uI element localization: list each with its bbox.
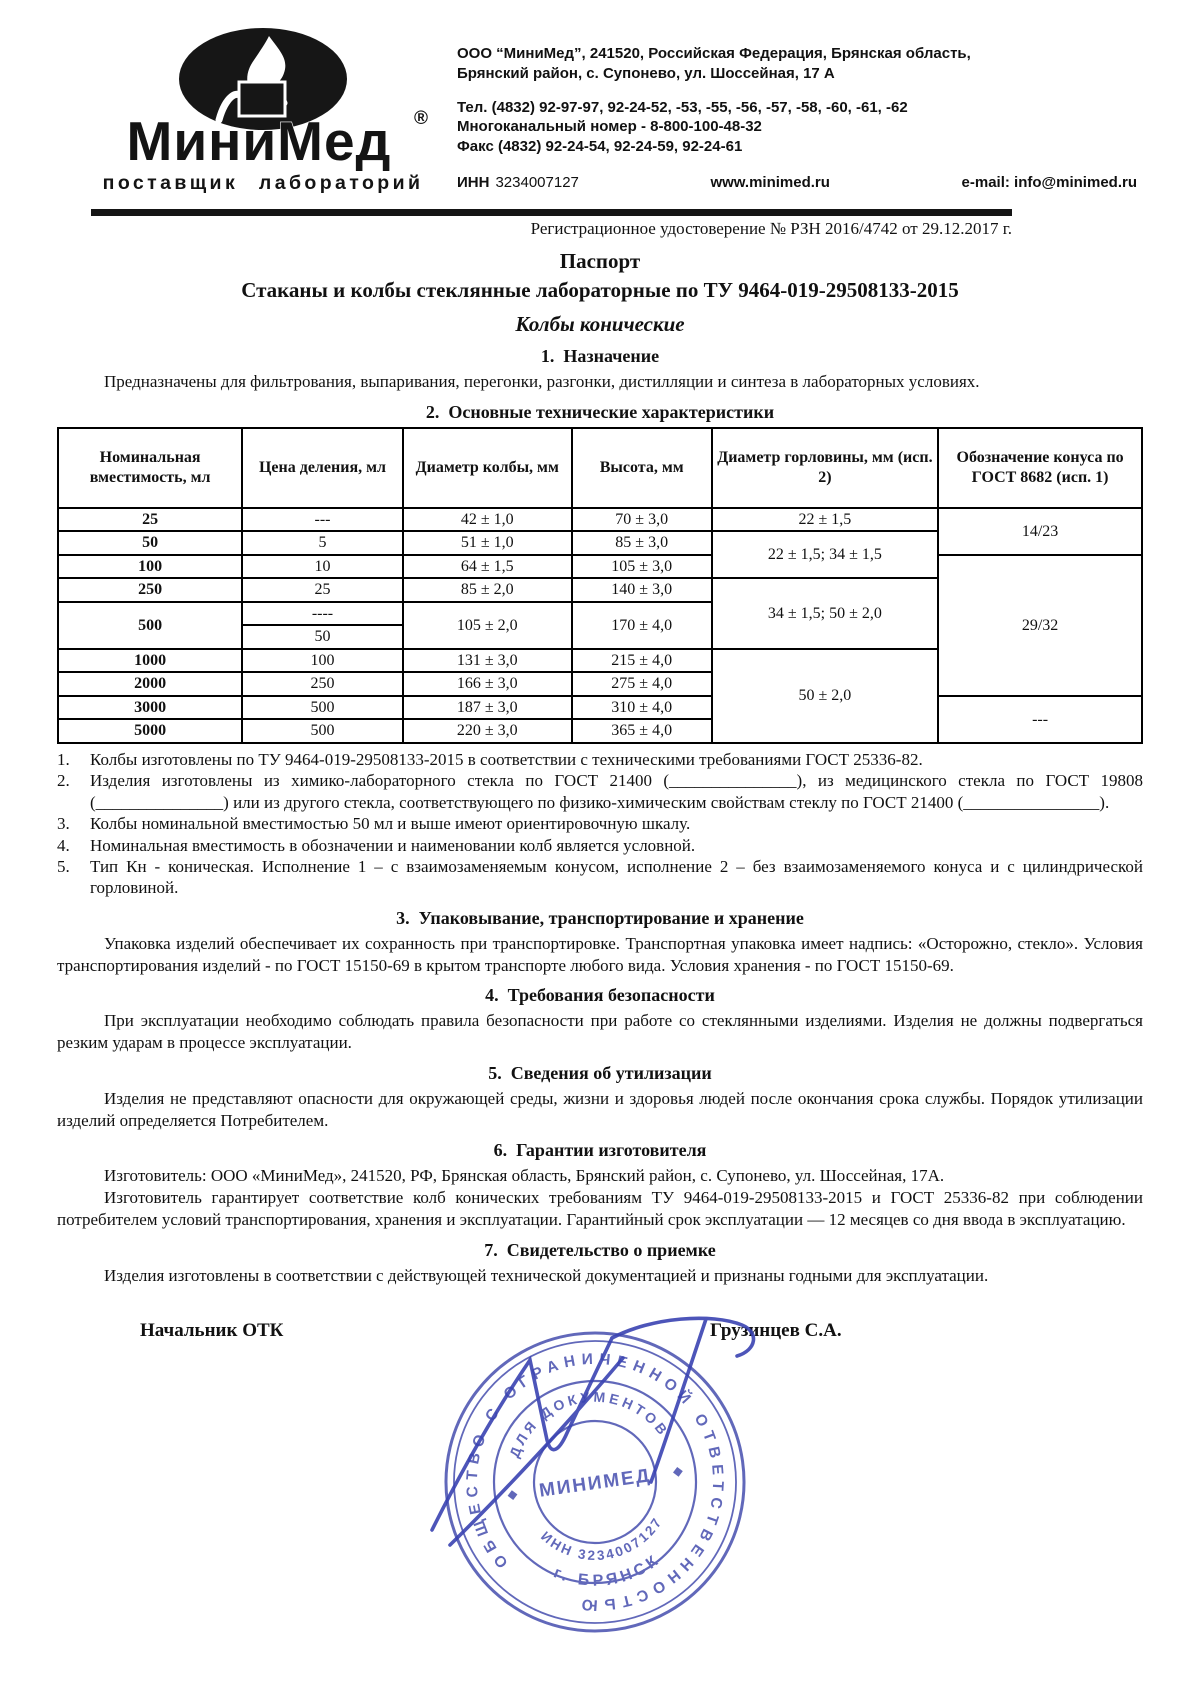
- note-item: [57, 856, 1143, 899]
- spec-cell: 5: [242, 531, 402, 555]
- spec-cell: 29/32: [938, 555, 1142, 696]
- spec-cell: 64 ± 1,5: [403, 555, 572, 579]
- spec-cell: 250: [58, 578, 242, 602]
- acceptance-paragraph: Изделия изготовлены в соответствии с действующей технической документацией и признаны годными для эксплуатации.: [104, 1265, 989, 1285]
- multichannel-line: Многоканальный номер - 8-800-100-48-32: [457, 118, 762, 136]
- spec-cell: 500: [58, 602, 242, 649]
- spec-cell: 365 ± 4,0: [572, 719, 712, 743]
- spec-cell: 85 ± 2,0: [403, 578, 572, 602]
- spec-cell: 170 ± 4,0: [572, 602, 712, 649]
- spec-cell: 187 ± 3,0: [403, 696, 572, 720]
- spec-cell: ----: [242, 602, 402, 626]
- spec-cell: 1000: [58, 649, 242, 673]
- spec-cell: 22 ± 1,5; 34 ± 1,5: [712, 531, 939, 578]
- email-link[interactable]: e-mail: info@minimed.ru: [961, 173, 1137, 191]
- disposal-paragraph: Изделия не представляют опасности для окружающей среды, жизни и здоровья людей после окончания срока службы. Порядок утилизации изделий определяется Потребителем.: [57, 1088, 1143, 1130]
- note-text: Изделия изготовлены из химико-лабораторного стекла по ГОСТ 21400 (_______________), из медицинского стекла по ГОСТ 19808 (_______________) или из другого стекла, соответствующего по физико-химическим свойствам стеклу по ГОСТ 21400 (________________).: [90, 771, 1143, 812]
- spec-cell: 275 ± 4,0: [572, 672, 712, 696]
- signature-block: [57, 1300, 1143, 1645]
- spec-cell: 42 ± 1,0: [403, 508, 572, 532]
- spec-cell: 22 ± 1,5: [712, 508, 939, 532]
- letterhead: [57, 24, 1143, 201]
- company-address-line1: ООО “МиниМед”, 241520, Российская Федерация, Брянская область,: [457, 45, 971, 62]
- col-header-neck: Диаметр горловины, мм (исп. 2): [712, 428, 939, 508]
- section-heading-safety: 4. Требования безопасности: [485, 985, 715, 1006]
- company-contact-block: [457, 24, 1143, 193]
- spec-cell: 215 ± 4,0: [572, 649, 712, 673]
- safety-paragraph: При эксплуатации необходимо соблюдать правила безопасности при работе со стеклянными изделиями. Изделия не должны подвергаться резким ударам в процессе эксплуатации.: [57, 1011, 1143, 1052]
- spec-cell: 51 ± 1,0: [403, 531, 572, 555]
- note-item: [57, 813, 1143, 834]
- section-heading-disposal: 5. Сведения об утилизации: [488, 1062, 712, 1083]
- stamp-inn-text: ИНН 3234007127: [538, 1514, 666, 1564]
- packaging-paragraph: Упаковка изделий обеспечивает их сохранность при транспортировке. Транспортная упаковка имеет надпись: «Осторожно, стекло». Условия транспортирования изделий - по ГОСТ 15150-69 в крытом транспорте любого вида. Условия хранения - по ГОСТ 15150-69.: [57, 933, 1143, 975]
- spec-cell: 10: [242, 555, 402, 579]
- note-number: 1.: [57, 749, 70, 769]
- section-heading-warranty: 6. Гарантии изготовителя: [493, 1140, 707, 1161]
- note-text: Тип Кн - коническая. Исполнение 1 – с взаимозаменяемым конусом, исполнение 2 – без взаимозаменяемого конуса и с цилиндрической горловиной.: [90, 856, 1143, 898]
- spec-cell: 3000: [58, 696, 242, 720]
- logo-brand-text: МиниМед: [126, 110, 392, 172]
- note-number: 4.: [57, 835, 70, 855]
- stamp-band-top-text: ДЛЯ ДОКУМЕНТОВ: [506, 1388, 673, 1460]
- company-stamp: [380, 1302, 820, 1644]
- spec-cell: 310 ± 4,0: [572, 696, 712, 720]
- purpose-paragraph: Предназначены для фильтрования, выпаривания, перегонки, разгонки, дистилляции и синтеза в лабораторных условиях.: [104, 372, 980, 391]
- spec-row: [58, 508, 1142, 532]
- spec-cell: 220 ± 3,0: [403, 719, 572, 743]
- section-heading-packaging: 3. Упаковывание, транспортирование и хранение: [396, 907, 804, 928]
- phone-line: Тел. (4832) 92-97-97, 92-24-52, -53, -55, -56, -57, -58, -60, -61, -62: [457, 98, 908, 116]
- product-title: Стаканы и колбы стеклянные лабораторные по ТУ 9464-019-29508133-2015: [241, 278, 959, 302]
- spec-cell: 70 ± 3,0: [572, 508, 712, 532]
- col-header-cone: Обозначение конуса по ГОСТ 8682 (исп. 1): [938, 428, 1142, 508]
- spec-header-row: [58, 428, 1142, 508]
- spec-cell: 25: [58, 508, 242, 532]
- note-text: Колбы номинальной вместимостью 50 мл и выше имеют ориентировочную шкалу.: [90, 814, 691, 834]
- section-heading-acceptance: 7. Свидетельство о приемке: [484, 1239, 716, 1260]
- inn-row: [457, 173, 1143, 193]
- fax-line: Факс (4832) 92-24-54, 92-24-59, 92-24-61: [457, 138, 743, 156]
- registration-certificate-line: Регистрационное удостоверение № РЗН 2016/4742 от 29.12.2017 г.: [530, 219, 1012, 238]
- col-header-height: Высота, мм: [572, 428, 712, 508]
- note-item: [57, 749, 1143, 770]
- header-divider-rule: [91, 209, 1012, 216]
- note-text: Номинальная вместимость в обозначении и наименовании колб является условной.: [90, 835, 696, 855]
- spec-row: [58, 696, 1142, 720]
- col-header-capacity: Номинальная вместимость, мл: [58, 428, 242, 508]
- note-item: [57, 770, 1143, 813]
- website-link[interactable]: www.minimed.ru: [710, 173, 830, 191]
- spec-cell: 85 ± 3,0: [572, 531, 712, 555]
- spec-cell: 50: [58, 531, 242, 555]
- inn-pair: [457, 173, 579, 193]
- spec-cell: 105 ± 2,0: [403, 602, 572, 649]
- spec-cell: 105 ± 3,0: [572, 555, 712, 579]
- stamp-ring-text: ОБЩЕСТВО С ОГРАНИЧЕННОЙ ОТВЕТСТВЕННОСТЬЮ: [463, 1350, 727, 1614]
- doc-title: Паспорт: [559, 249, 641, 273]
- spec-table: [57, 427, 1143, 744]
- company-logo: [91, 24, 443, 201]
- stamp-city-text: г. БРЯНСК: [551, 1550, 665, 1591]
- spec-cell: 500: [242, 696, 402, 720]
- notes-list: [57, 749, 1143, 899]
- spec-cell: 50 ± 2,0: [712, 649, 939, 743]
- stamp-circles-and-text: [427, 1314, 764, 1644]
- logo-tagline: поставщик лабораторий: [102, 172, 424, 194]
- spec-cell: 100: [58, 555, 242, 579]
- col-header-division: Цена деления, мл: [242, 428, 402, 508]
- col-header-diameter: Диаметр колбы, мм: [403, 428, 572, 508]
- spec-cell: 25: [242, 578, 402, 602]
- spec-cell: ---: [242, 508, 402, 532]
- inn-label: ИНН: [457, 173, 490, 191]
- spec-cell: 500: [242, 719, 402, 743]
- company-address-line2: Брянский район, с. Супонево, ул. Шоссейная, 17 А: [457, 64, 835, 82]
- note-item: [57, 835, 1143, 856]
- spec-cell: 2000: [58, 672, 242, 696]
- spec-cell: ---: [938, 696, 1142, 743]
- spec-cell: 131 ± 3,0: [403, 649, 572, 673]
- note-number: 3.: [57, 814, 70, 834]
- spec-cell: 166 ± 3,0: [403, 672, 572, 696]
- spec-cell: 34 ± 1,5; 50 ± 2,0: [712, 578, 939, 649]
- inn-value: 3234007127: [495, 173, 579, 191]
- spec-cell: 14/23: [938, 508, 1142, 555]
- manufacturer-paragraph: Изготовитель: ООО «МиниМед», 241520, РФ, Брянская область, Брянский район, с. Супонево, ул. Шоссейная, 17А.: [104, 1166, 945, 1186]
- spec-cell: 140 ± 3,0: [572, 578, 712, 602]
- spec-cell: 50: [242, 625, 402, 649]
- signatory-role: Начальник ОТК: [140, 1320, 284, 1342]
- warranty-paragraph: Изготовитель гарантирует соответствие колб конических требованиям ТУ 9464-019-29508133-2015 и ГОСТ 25336-82 при соблюдении потребителем условий транспортирования, хранения и эксплуатации. Гарантийный срок эксплуатации — 12 месяцев со дня ввода в эксплуатацию.: [57, 1188, 1143, 1229]
- stamp-center-text: МИНИМЕД: [537, 1465, 653, 1502]
- registered-mark: ®: [414, 108, 428, 129]
- section-heading-specs: 2. Основные технические характеристики: [425, 401, 775, 422]
- product-subtitle: Колбы конические: [515, 312, 685, 336]
- spec-cell: 250: [242, 672, 402, 696]
- spec-cell: 100: [242, 649, 402, 673]
- section-heading-purpose: 1. Назначение: [540, 346, 660, 366]
- note-number: 5.: [57, 856, 70, 876]
- spec-row: [58, 555, 1142, 579]
- note-text: Колбы изготовлены по ТУ 9464-019-29508133-2015 в соответствии с техническими требованиями ГОСТ 25336-82.: [90, 749, 923, 769]
- spec-cell: 5000: [58, 719, 242, 743]
- logo-flame-oval-icon: [91, 24, 443, 196]
- note-number: 2.: [57, 771, 70, 791]
- signatory-name: Грузинцев С.А.: [710, 1320, 842, 1342]
